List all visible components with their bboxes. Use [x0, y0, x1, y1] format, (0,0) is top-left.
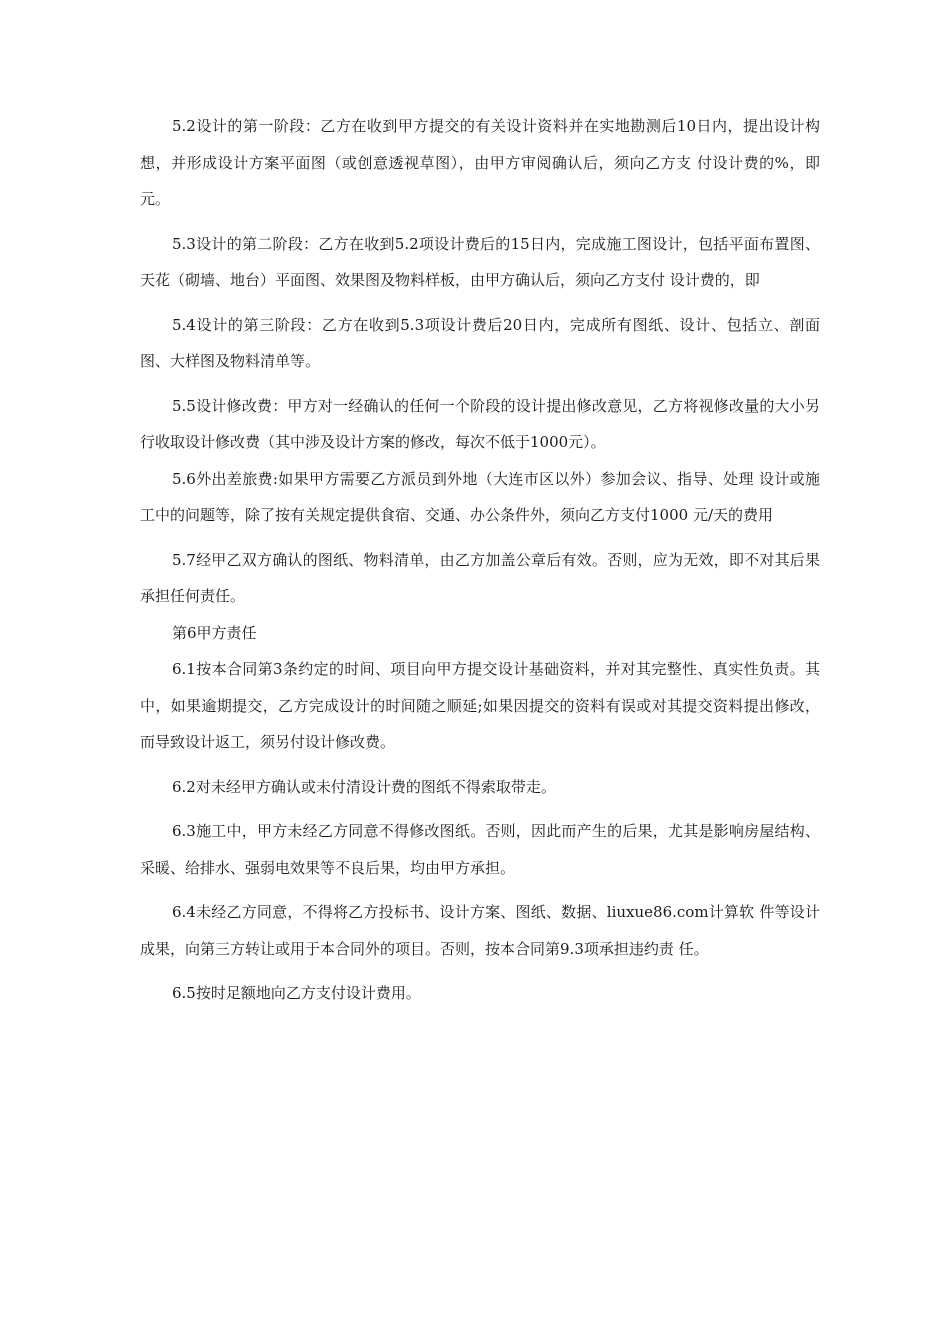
- clause-6-1: 6.1按本合同第3条约定的时间、项目向甲方提交设计基础资料，并对其完整性、真实性负责。其中，如果逾期提交，乙方完成设计的时间随之顺延;如果因提交的资料有误或对其提交资料提出修改，而导致设计返工，须另付设计修改费。: [140, 660, 820, 751]
- clause-5-3: 5.3设计的第二阶段：乙方在收到5.2项设计费后的15日内，完成施工图设计，包括平面布置图、天花（砌墙、地台）平面图、效果图及物料样板，由甲方确认后，须向乙方支付 设计费的，即: [140, 234, 820, 289]
- clause-5-4: 5.4设计的第三阶段：乙方在收到5.3项设计费后20日内，完成所有图纸、设计、包括立、剖面图、大样图及物料清单等。: [140, 315, 820, 370]
- clause-5-5: 5.5设计修改费：甲方对一经确认的任何一个阶段的设计提出修改意见，乙方将视修改量的大小另行收取设计修改费（其中涉及设计方案的修改，每次不低于1000元）。: [140, 396, 820, 451]
- clause-5-6: 5.6外出差旅费:如果甲方需要乙方派员到外地（大连市区以外）参加会议、指导、处理 设计或施工中的问题等，除了按有关规定提供食宿、交通、办公条件外，须向乙方支付1000 元/天的费用: [140, 469, 820, 524]
- section-heading: 第6甲方责任: [172, 623, 257, 642]
- clause-6-3: 6.3施工中，甲方未经乙方同意不得修改图纸。否则，因此而产生的后果，尤其是影响房屋结构、采暖、给排水、强弱电效果等不良后果，均由甲方承担。: [140, 822, 820, 877]
- clause-5-7: 5.7经甲乙双方确认的图纸、物料清单，由乙方加盖公章后有效。否则，应为无效，即不对其后果承担任何责任。: [140, 550, 820, 605]
- document-page: [140, 108, 820, 1020]
- clause-6-4: 6.4未经乙方同意，不得将乙方投标书、设计方案、图纸、数据、liuxue86.com计算软 件等设计成果，向第三方转让或用于本合同外的项目。否则，按本合同第9.3项承担违约责 任。: [140, 903, 820, 958]
- clause-5-2: 5.2设计的第一阶段：乙方在收到甲方提交的有关设计资料并在实地勘测后10日内，提出设计构想，并形成设计方案平面图（或创意透视草图），由甲方审阅确认后，须向乙方支 付设计费的%，即元。: [140, 117, 820, 208]
- clause-6-2: 6.2对未经甲方确认或未付清设计费的图纸不得索取带走。: [172, 777, 556, 796]
- clause-6-5: 6.5按时足额地向乙方支付设计费用。: [172, 984, 421, 1002]
